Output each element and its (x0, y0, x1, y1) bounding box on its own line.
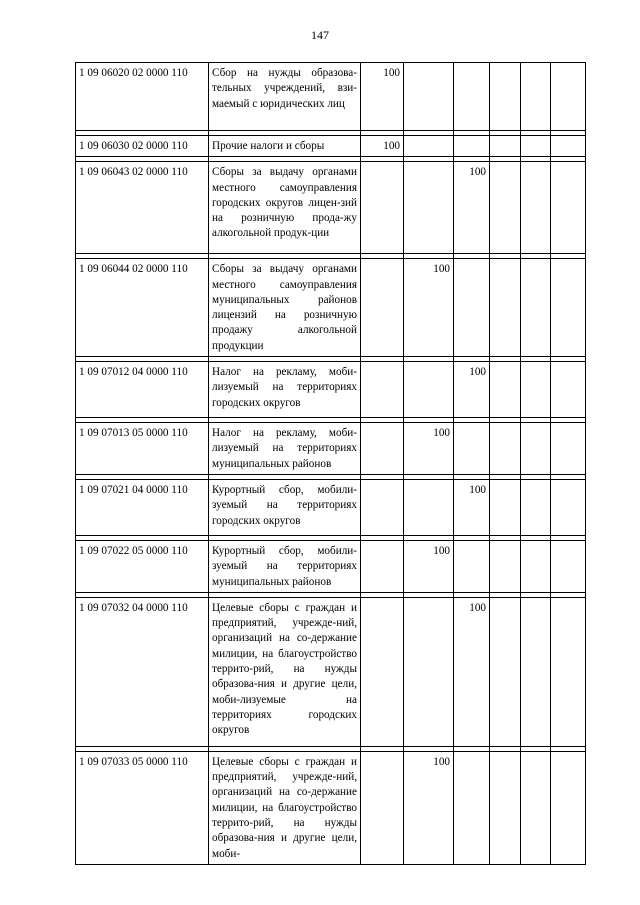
share-percent-cell (551, 479, 586, 535)
share-percent-cell (521, 362, 551, 418)
table-row (76, 162, 586, 254)
share-percent-cell (490, 63, 521, 131)
revenue-name-cell: Сбор на нужды образова-тельных учреждений, взи-маемый с юридических лиц (209, 63, 361, 131)
share-percent-cell: 100 (404, 540, 454, 592)
share-percent-cell: 100 (404, 751, 454, 864)
share-percent-cell (521, 423, 551, 475)
share-percent-cell (521, 136, 551, 157)
share-percent-cell (454, 259, 490, 357)
revenue-name-cell: Сборы за выдачу органами местного самоуправления муниципальных районов лицензий на розничную продажу алкогольной продукции (209, 259, 361, 357)
revenue-code-cell: 1 09 06020 02 0000 110 (76, 63, 209, 131)
revenue-name-cell: Налог на рекламу, моби-лизуемый на территориях городских округов (209, 362, 361, 418)
share-percent-cell (454, 63, 490, 131)
share-percent-cell (361, 597, 404, 746)
table-row (76, 259, 586, 357)
share-percent-cell (551, 63, 586, 131)
revenue-name-cell: Целевые сборы с граждан и предприятий, учрежде-ний, организаций на со-держание милиции, на благоустройство террито-рий, на нужды образова-ния и другие цели, моби-лизуемые на территориях городских округов (209, 597, 361, 746)
share-percent-cell (404, 162, 454, 254)
revenue-code-cell: 1 09 07032 04 0000 110 (76, 597, 209, 746)
share-percent-cell: 100 (454, 362, 490, 418)
revenue-name-cell: Налог на рекламу, моби-лизуемый на территориях муниципальных районов (209, 423, 361, 475)
share-percent-cell: 100 (404, 259, 454, 357)
table-row (76, 423, 586, 475)
share-percent-cell (490, 259, 521, 357)
share-percent-cell (551, 162, 586, 254)
revenue-code-cell: 1 09 07012 04 0000 110 (76, 362, 209, 418)
table-row (76, 63, 586, 131)
share-percent-cell (361, 259, 404, 357)
revenue-distribution-table (75, 62, 586, 865)
share-percent-cell (454, 751, 490, 864)
revenue-name-cell: Целевые сборы с граждан и предприятий, учрежде-ний, организаций на со-держание милиции, на благоустройство террито-рий, на нужды образова-ния и другие цели, моби- (209, 751, 361, 864)
share-percent-cell (551, 423, 586, 475)
page-number: 147 (311, 28, 329, 42)
share-percent-cell (490, 136, 521, 157)
share-percent-cell (490, 423, 521, 475)
share-percent-cell (404, 479, 454, 535)
revenue-code-cell: 1 09 07021 04 0000 110 (76, 479, 209, 535)
table-row (76, 479, 586, 535)
share-percent-cell (404, 597, 454, 746)
revenue-name-cell: Прочие налоги и сборы (209, 136, 361, 157)
share-percent-cell (404, 63, 454, 131)
revenue-name-cell: Курортный сбор, мобили-зуемый на территориях городских округов (209, 479, 361, 535)
share-percent-cell (490, 362, 521, 418)
revenue-name-cell: Курортный сбор, мобили-зуемый на территориях муниципальных районов (209, 540, 361, 592)
table-row (76, 136, 586, 157)
share-percent-cell (521, 63, 551, 131)
share-percent-cell (361, 479, 404, 535)
share-percent-cell (521, 540, 551, 592)
share-percent-cell (521, 259, 551, 357)
share-percent-cell (490, 751, 521, 864)
revenue-name-cell: Сборы за выдачу органами местного самоуправления городских округов лицен-зий на розничную прода-жу алкогольной продук-ции (209, 162, 361, 254)
share-percent-cell (361, 751, 404, 864)
share-percent-cell (551, 751, 586, 864)
share-percent-cell (361, 540, 404, 592)
share-percent-cell (490, 597, 521, 746)
revenue-code-cell: 1 09 06030 02 0000 110 (76, 136, 209, 157)
revenue-code-cell: 1 09 06043 02 0000 110 (76, 162, 209, 254)
revenue-code-cell: 1 09 07022 05 0000 110 (76, 540, 209, 592)
share-percent-cell (490, 162, 521, 254)
table-row (76, 597, 586, 746)
share-percent-cell (454, 136, 490, 157)
share-percent-cell (454, 423, 490, 475)
table-body (76, 63, 586, 865)
share-percent-cell (551, 362, 586, 418)
share-percent-cell (551, 540, 586, 592)
share-percent-cell: 100 (454, 479, 490, 535)
share-percent-cell (551, 259, 586, 357)
share-percent-cell: 100 (454, 162, 490, 254)
share-percent-cell: 100 (361, 136, 404, 157)
table-row (76, 751, 586, 864)
share-percent-cell: 100 (454, 597, 490, 746)
revenue-code-cell: 1 09 07013 05 0000 110 (76, 423, 209, 475)
share-percent-cell: 100 (404, 423, 454, 475)
share-percent-cell (361, 423, 404, 475)
share-percent-cell (521, 751, 551, 864)
share-percent-cell (490, 479, 521, 535)
share-percent-cell (404, 362, 454, 418)
revenue-code-cell: 1 09 06044 02 0000 110 (76, 259, 209, 357)
share-percent-cell: 100 (361, 63, 404, 131)
share-percent-cell (551, 597, 586, 746)
share-percent-cell (521, 597, 551, 746)
share-percent-cell (521, 479, 551, 535)
share-percent-cell (490, 540, 521, 592)
share-percent-cell (521, 162, 551, 254)
table-row (76, 540, 586, 592)
share-percent-cell (404, 136, 454, 157)
share-percent-cell (551, 136, 586, 157)
revenue-code-cell: 1 09 07033 05 0000 110 (76, 751, 209, 864)
share-percent-cell (361, 162, 404, 254)
table-row (76, 362, 586, 418)
share-percent-cell (454, 540, 490, 592)
share-percent-cell (361, 362, 404, 418)
